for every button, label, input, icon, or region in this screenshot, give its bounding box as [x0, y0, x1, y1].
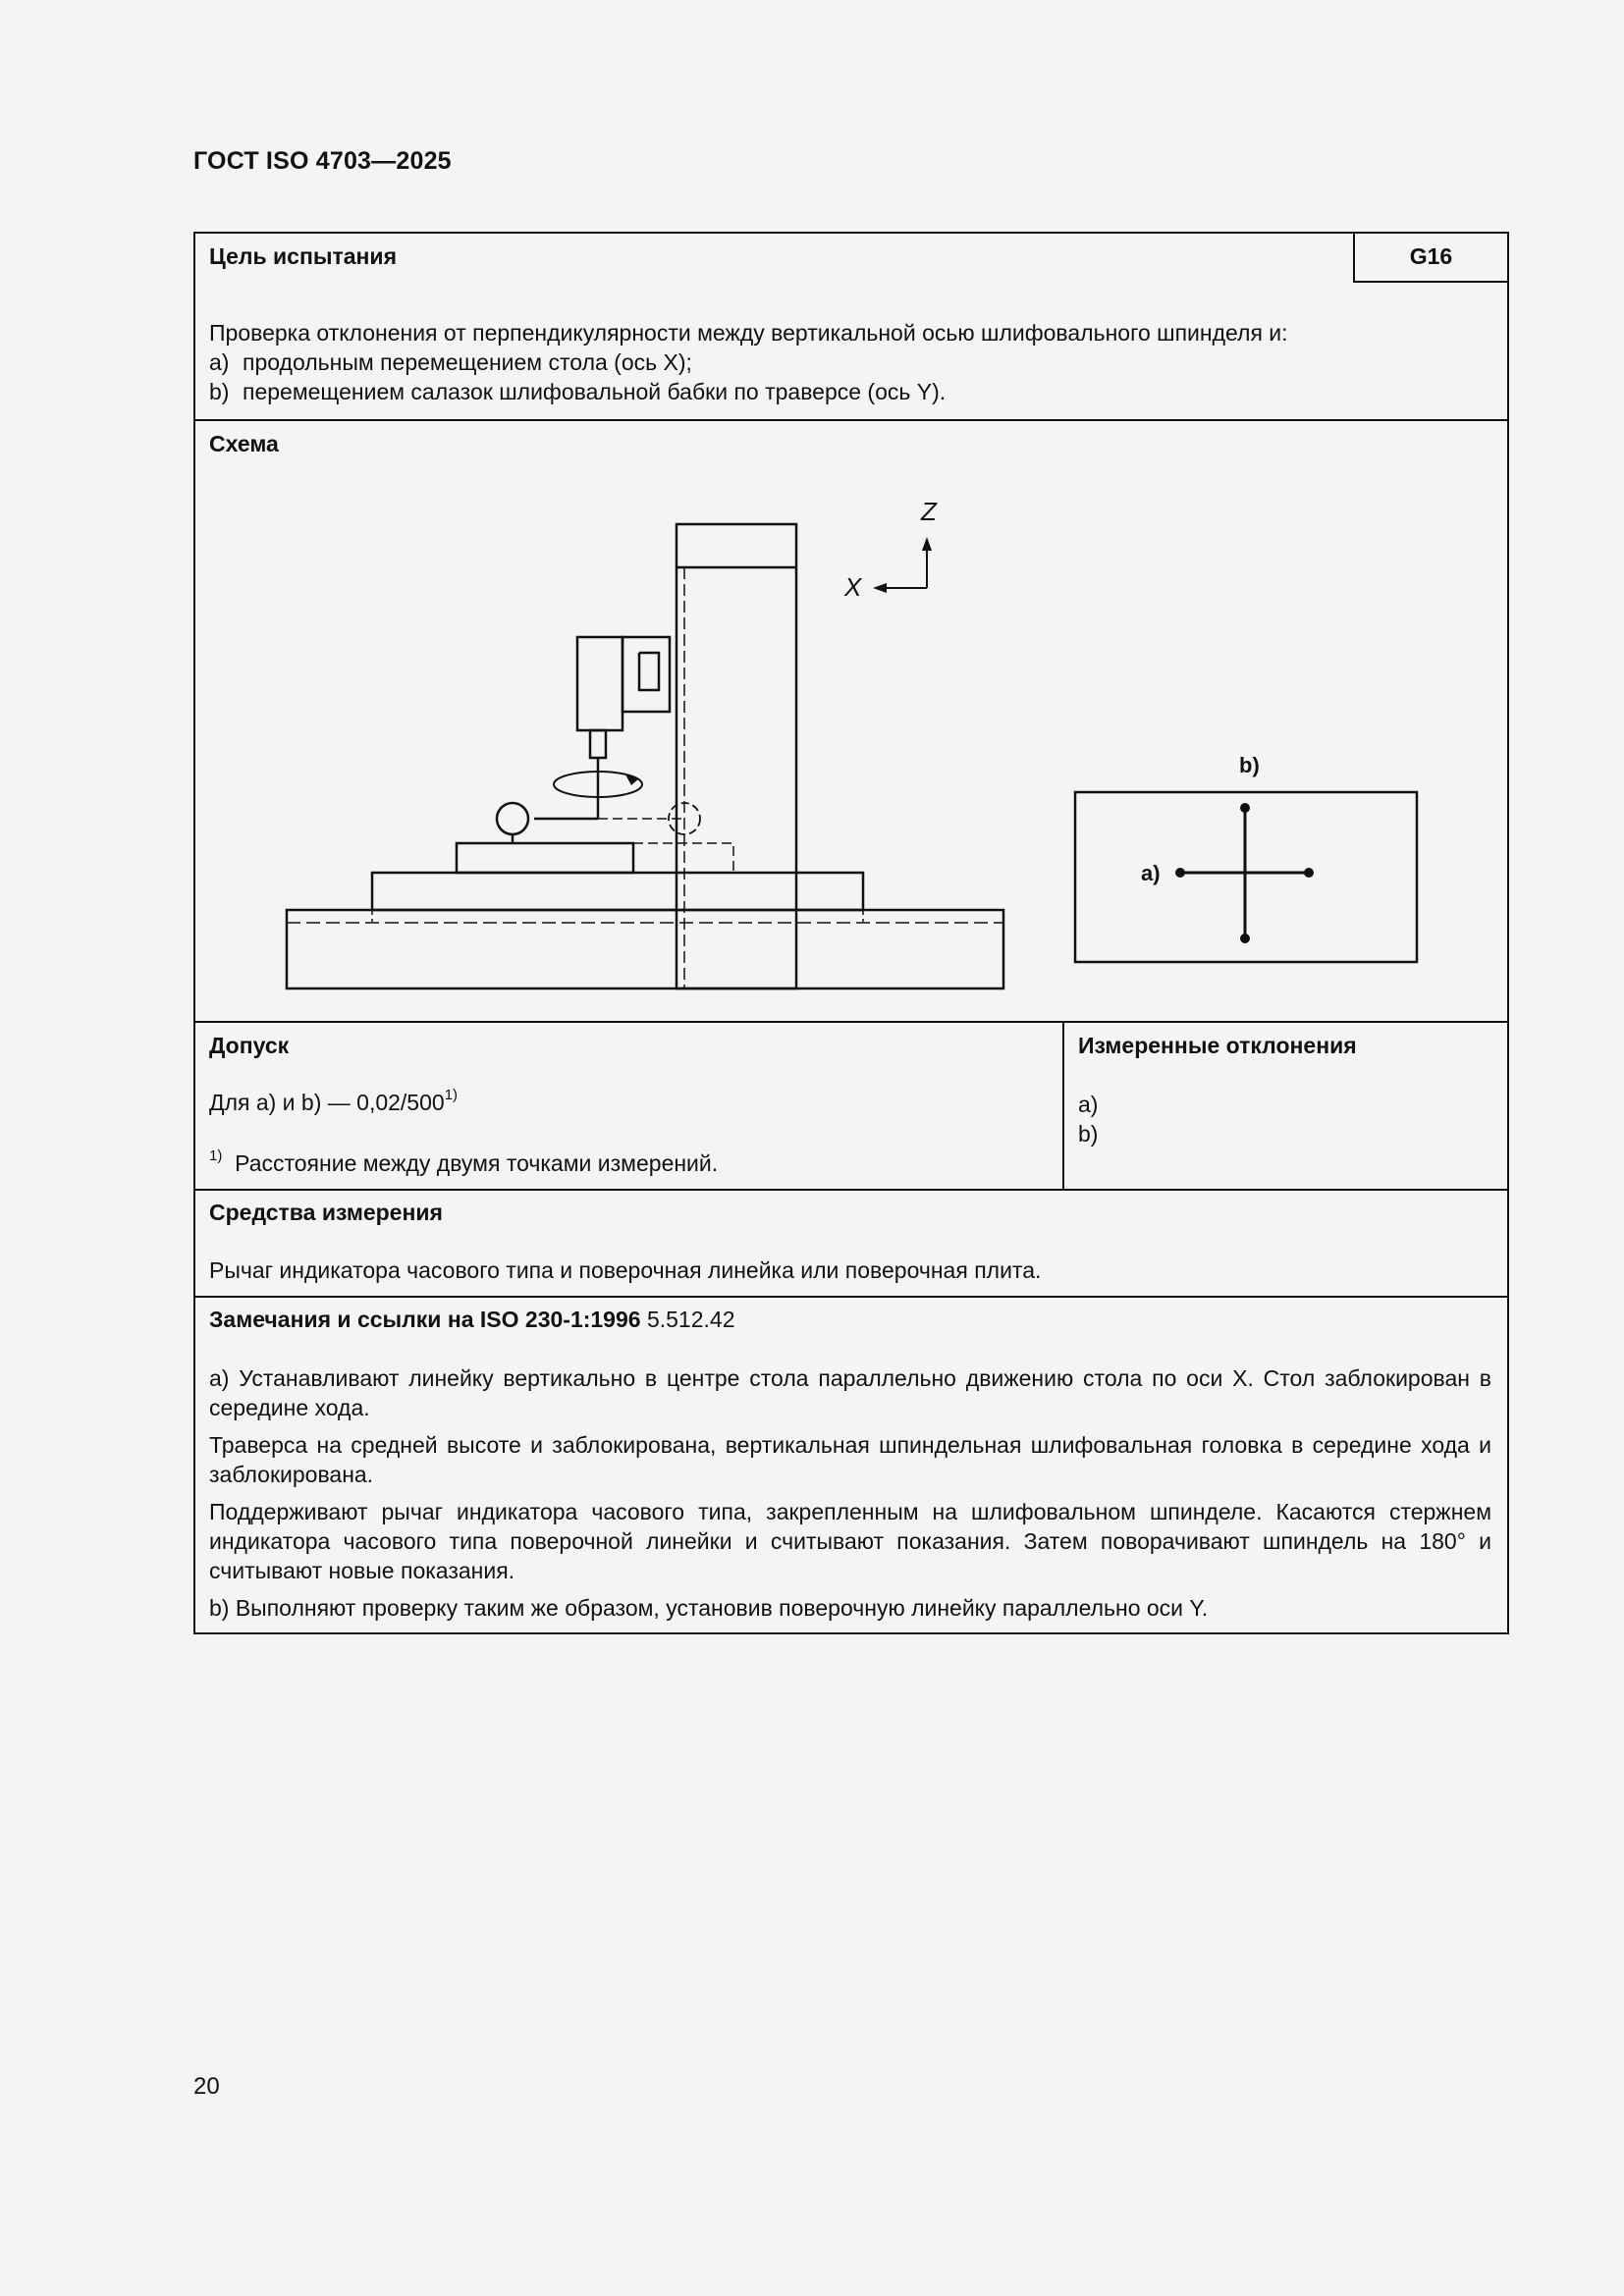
remarks-paragraph: Поддерживают рычаг индикатора часового типа, закрепленным на шлифовальном шпинделе. Касаются стержнем индикатора часового типа поверочной линейки и считывают показания. Затем поворачивают шпиндель на 180° и считывают новые показания.: [209, 1499, 1491, 1583]
page-number: 20: [193, 2073, 220, 2100]
tolerance-value: Для a) и b) — 0,02/500$^{1)}$: [209, 1087, 459, 1115]
standard-header: ГОСТ ISO 4703—2025: [193, 147, 452, 175]
measured-b: b): [1078, 1121, 1099, 1147]
purpose-item-b: b) перемещением салазок шлифовальной бабки по траверсе (ось Y).: [209, 379, 947, 404]
purpose-item-a: a) продольным перемещением стола (ось X);: [209, 349, 692, 375]
purpose-intro: Проверка отклонения от перпендикулярности между вертикальной осью шлифовального шпинделя и:: [209, 320, 1288, 346]
test-id: G16: [1409, 243, 1453, 269]
workpiece-block: [457, 843, 633, 873]
dial-indicator: [497, 803, 528, 834]
axis-z-label: Z: [921, 497, 937, 526]
remarks-paragraph: Траверса на средней высоте и заблокирована, вертикальная шпиндельная шлифовальная головка в середине хода и заблокирована.: [209, 1432, 1491, 1487]
measured-values: [1078, 1090, 1098, 1148]
machine-table: [372, 873, 863, 910]
column: [677, 524, 796, 988]
machine-base: [287, 910, 1003, 988]
instruments-heading: Средства измерения: [209, 1200, 443, 1225]
remarks-text: [209, 1363, 1491, 1630]
remarks-heading: Замечания и ссылки на ISO 230-1:1996 5.512.42: [209, 1307, 735, 1332]
spindle: [590, 730, 606, 758]
grinding-machine-schematic: [193, 419, 1509, 1023]
diagram-heading: Схема: [209, 431, 279, 456]
plan-label-a: a): [1141, 861, 1161, 885]
tolerance-heading: Допуск: [209, 1033, 290, 1058]
measured-heading: Измеренные отклонения: [1078, 1033, 1357, 1058]
tolerance-footnote: $^{1)}$ Расстояние между двумя точками измерений.: [209, 1148, 719, 1176]
purpose-heading: Цель испытания: [209, 243, 397, 269]
remarks-paragraph: a) Устанавливают линейку вертикально в центре стола параллельно движению стола по оси X. Стол заблокирован в середине хода.: [209, 1365, 1491, 1420]
instruments-text: Рычаг индикатора часового типа и поверочная линейка или поверочная плита.: [209, 1257, 1042, 1283]
measured-a: a): [1078, 1092, 1099, 1117]
purpose-text: [209, 318, 1486, 406]
test-table: [193, 232, 1509, 1634]
axis-x-label: X: [844, 572, 862, 602]
remarks-paragraph: b) Выполняют проверку таким же образом, установив поверочную линейку параллельно оси Y.: [209, 1595, 1209, 1621]
grinding-head: [577, 637, 623, 730]
plan-label-b: b): [1239, 753, 1260, 777]
